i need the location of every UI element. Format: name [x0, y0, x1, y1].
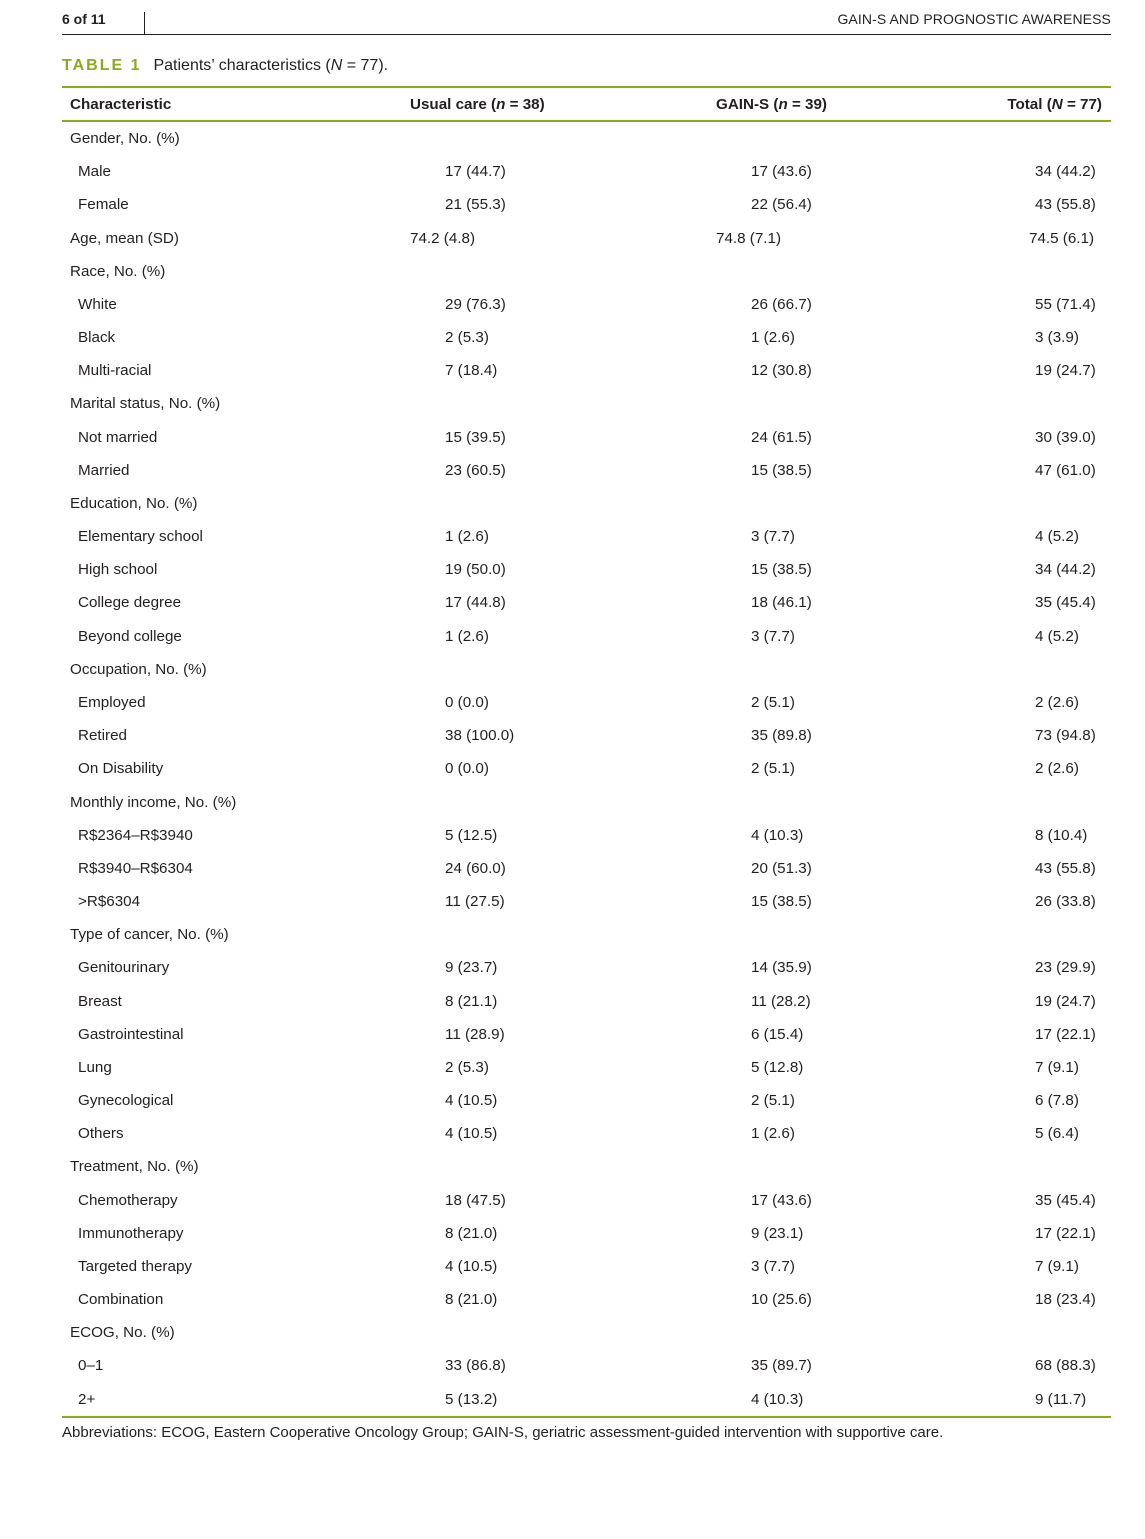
- running-title: GAIN-S AND PROGNOSTIC AWARENESS: [837, 11, 1111, 27]
- total-value: 5 (6.4): [1035, 1125, 1079, 1143]
- table-row: [62, 819, 1111, 852]
- table-row-section: [62, 785, 1111, 818]
- usual-care-value: 29 (76.3): [445, 295, 506, 313]
- usual-care-value: [325, 387, 631, 420]
- row-label: Black: [78, 329, 116, 347]
- usual-care-value: 38 (100.0): [445, 727, 515, 745]
- row-label: Combination: [78, 1291, 164, 1309]
- usual-care-value: 18 (47.5): [445, 1191, 506, 1209]
- table-row: [62, 719, 1111, 752]
- row-label: Age, mean (SD): [70, 229, 179, 247]
- row-label: Genitourinary: [78, 959, 170, 977]
- row-label: R$2364–R$3940: [78, 826, 193, 844]
- usual-care-value: 11 (28.9): [445, 1025, 505, 1043]
- table-row-section: [62, 653, 1111, 686]
- table-row: [62, 454, 1111, 487]
- total-value: [937, 1316, 1111, 1349]
- table-row: [62, 1250, 1111, 1283]
- total-value: 7 (9.1): [1035, 1058, 1079, 1076]
- row-label: Occupation, No. (%): [70, 660, 207, 678]
- usual-care-value: [325, 653, 631, 686]
- gain-s-value: [631, 1150, 937, 1183]
- total-value: 23 (29.9): [1035, 959, 1096, 977]
- row-label: 2+: [62, 1383, 325, 1417]
- table-row-section: [62, 255, 1111, 288]
- total-value: 68 (88.3): [1035, 1357, 1096, 1375]
- total-value: [937, 487, 1111, 520]
- row-label: Education, No. (%): [70, 494, 198, 512]
- usual-care-value: 0 (0.0): [445, 694, 489, 711]
- total-value: 8 (10.4): [1035, 826, 1088, 844]
- usual-care-value: [325, 487, 631, 520]
- gain-s-value: 17 (43.6): [751, 1191, 812, 1209]
- row-label: Gastrointestinal: [78, 1025, 184, 1043]
- gain-s-value: [631, 785, 937, 818]
- row-label: Immunotherapy: [78, 1224, 184, 1242]
- table-row-section: [62, 487, 1111, 520]
- total-value: 43 (55.8): [1035, 859, 1096, 877]
- gain-s-value: 18 (46.1): [751, 594, 812, 612]
- table-row: [62, 1217, 1111, 1250]
- gain-s-value: 3 (7.7): [751, 1257, 795, 1275]
- usual-care-value: 2 (5.3): [445, 1058, 489, 1076]
- total-value: 26 (33.8): [1035, 893, 1096, 911]
- gain-s-value: 17 (43.6): [751, 163, 812, 181]
- gain-s-value: 2 (5.1): [751, 760, 795, 778]
- row-label: Beyond college: [78, 627, 182, 645]
- total-value: 2 (2.6): [1035, 760, 1079, 778]
- table-caption: [62, 57, 388, 75]
- gain-s-value: [631, 918, 937, 951]
- usual-care-value: [325, 1316, 631, 1349]
- table-header-row: [62, 87, 1111, 121]
- table-row: [62, 288, 1111, 321]
- caption-n: N: [330, 57, 343, 74]
- total-value: [937, 1150, 1111, 1183]
- usual-care-value: 11 (27.5): [445, 893, 505, 911]
- col-header-usual-care: Usual care (n = 38): [325, 87, 631, 121]
- gain-s-value: [631, 487, 937, 520]
- row-label: White: [78, 295, 117, 313]
- gain-s-value: 3 (7.7): [751, 627, 795, 645]
- table-row: [62, 321, 1111, 354]
- total-value: 74.5 (6.1): [1029, 229, 1095, 247]
- usual-care-value: 21 (55.3): [445, 196, 506, 214]
- table-footnote: Abbreviations: ECOG, Eastern Cooperative Oncology Group; GAIN-S, geriatric assessment-guided intervention with supportive care.: [62, 1424, 944, 1441]
- table-row: [62, 1018, 1111, 1051]
- usual-care-value: 8 (21.0): [445, 1224, 498, 1242]
- table-row: [62, 1084, 1111, 1117]
- gain-s-value: 2 (5.1): [751, 694, 795, 711]
- table-row: [62, 421, 1111, 454]
- gain-s-value: 15 (38.5): [751, 561, 812, 579]
- gain-s-value: 9 (23.1): [751, 1224, 804, 1242]
- usual-care-value: 5 (12.5): [445, 826, 498, 844]
- table-row: [62, 852, 1111, 885]
- gain-s-value: 1 (2.6): [751, 1125, 795, 1143]
- table-row: [62, 520, 1111, 553]
- total-value: 6 (7.8): [1035, 1092, 1079, 1110]
- col-header-total: Total (N = 77): [937, 87, 1111, 121]
- total-value: [937, 387, 1111, 420]
- gain-s-value: 35 (89.8): [751, 727, 812, 745]
- row-label: Treatment, No. (%): [70, 1158, 199, 1176]
- gain-s-value: 2 (5.1): [751, 1092, 795, 1110]
- total-value: 35 (45.4): [1035, 594, 1096, 612]
- gain-s-value: 10 (25.6): [751, 1291, 812, 1309]
- usual-care-value: 0 (0.0): [445, 760, 489, 778]
- usual-care-value: 7 (18.4): [445, 362, 498, 380]
- gain-s-value: 26 (66.7): [751, 295, 812, 313]
- table-row-section: [62, 387, 1111, 420]
- characteristics-table: [62, 86, 1111, 1418]
- gain-s-value: 4 (10.3): [631, 1383, 937, 1417]
- usual-care-value: 23 (60.5): [445, 461, 506, 479]
- table-row-section: [62, 1316, 1111, 1349]
- gain-s-value: 15 (38.5): [751, 893, 812, 911]
- row-label: Monthly income, No. (%): [70, 793, 237, 811]
- total-value: 7 (9.1): [1035, 1257, 1079, 1275]
- usual-care-value: 24 (60.0): [445, 859, 506, 877]
- usual-care-value: 17 (44.7): [445, 163, 506, 181]
- usual-care-value: 74.2 (4.8): [410, 229, 476, 247]
- table-row: [62, 984, 1111, 1017]
- row-label: Others: [78, 1125, 124, 1143]
- row-label: Not married: [78, 428, 158, 446]
- gain-s-value: 22 (56.4): [751, 196, 812, 214]
- total-value: 47 (61.0): [1035, 461, 1096, 479]
- table-row: [62, 354, 1111, 387]
- gain-s-value: 14 (35.9): [751, 959, 812, 977]
- gain-s-value: 6 (15.4): [751, 1025, 804, 1043]
- total-value: 18 (23.4): [1035, 1291, 1096, 1309]
- gain-s-value: 12 (30.8): [751, 362, 812, 380]
- usual-care-value: 8 (21.1): [445, 992, 498, 1010]
- total-value: [937, 785, 1111, 818]
- gain-s-value: 1 (2.6): [751, 329, 795, 347]
- total-value: 4 (5.2): [1035, 627, 1079, 645]
- usual-care-value: 4 (10.5): [445, 1257, 498, 1275]
- total-value: 34 (44.2): [1035, 163, 1096, 181]
- table-row-section: [62, 918, 1111, 951]
- total-value: 55 (71.4): [1035, 295, 1096, 313]
- page-header: [62, 0, 1111, 35]
- table-row: [62, 222, 1111, 255]
- gain-s-value: [631, 121, 937, 155]
- table-label: TABLE 1: [62, 57, 142, 74]
- table-row: [62, 620, 1111, 653]
- total-value: 30 (39.0): [1035, 428, 1096, 446]
- row-label: Multi-racial: [78, 362, 152, 380]
- usual-care-value: 4 (10.5): [445, 1092, 498, 1110]
- table-row: [62, 885, 1111, 918]
- row-label: Type of cancer, No. (%): [70, 926, 229, 944]
- row-label: Gynecological: [78, 1092, 174, 1110]
- gain-s-value: 35 (89.7): [751, 1357, 812, 1375]
- usual-care-value: 19 (50.0): [445, 561, 506, 579]
- usual-care-value: 33 (86.8): [445, 1357, 506, 1375]
- gain-s-value: [631, 255, 937, 288]
- row-label: Employed: [78, 694, 146, 711]
- total-value: [937, 918, 1111, 951]
- table-row: [62, 155, 1111, 188]
- col-header-characteristic: Characteristic: [62, 87, 325, 121]
- total-value: 4 (5.2): [1035, 528, 1079, 546]
- gain-s-value: 74.8 (7.1): [716, 229, 782, 247]
- table-row: [62, 752, 1111, 785]
- gain-s-value: 24 (61.5): [751, 428, 812, 446]
- row-label: Male: [78, 163, 111, 181]
- row-label: ECOG, No. (%): [70, 1324, 175, 1342]
- table-row: [62, 1283, 1111, 1316]
- col-header-gain-s: GAIN-S (n = 39): [631, 87, 937, 121]
- row-label: R$3940–R$6304: [78, 859, 193, 877]
- usual-care-value: 15 (39.5): [445, 428, 506, 446]
- usual-care-value: [325, 918, 631, 951]
- usual-care-value: [325, 785, 631, 818]
- gain-s-value: 5 (12.8): [751, 1058, 804, 1076]
- table-row: [62, 1383, 1111, 1417]
- gain-s-value: 11 (28.2): [751, 992, 811, 1010]
- gain-s-value: 20 (51.3): [751, 859, 812, 877]
- usual-care-value: 4 (10.5): [445, 1125, 498, 1143]
- total-value: 19 (24.7): [1035, 362, 1096, 380]
- usual-care-value: [325, 255, 631, 288]
- row-label: Marital status, No. (%): [70, 395, 221, 413]
- table-row: [62, 1051, 1111, 1084]
- row-label: Targeted therapy: [78, 1257, 192, 1275]
- row-label: 0–1: [78, 1357, 104, 1375]
- table-row: [62, 553, 1111, 586]
- row-label: Race, No. (%): [70, 262, 166, 280]
- header-divider: [144, 12, 145, 34]
- gain-s-value: [631, 653, 937, 686]
- total-value: 19 (24.7): [1035, 992, 1096, 1010]
- table-row: [62, 1184, 1111, 1217]
- total-value: 9 (11.7): [937, 1383, 1111, 1417]
- row-label: On Disability: [78, 760, 164, 778]
- usual-care-value: 5 (13.2): [325, 1383, 631, 1417]
- usual-care-value: [325, 1150, 631, 1183]
- gain-s-value: 4 (10.3): [751, 826, 804, 844]
- gain-s-value: 3 (7.7): [751, 528, 795, 546]
- table-row-section: [62, 121, 1111, 155]
- usual-care-value: 1 (2.6): [445, 528, 489, 546]
- table-row: [62, 1117, 1111, 1150]
- gain-s-value: [631, 1316, 937, 1349]
- row-label: Chemotherapy: [78, 1191, 178, 1209]
- table-row: [62, 951, 1111, 984]
- row-label: College degree: [78, 594, 182, 612]
- gain-s-value: 15 (38.5): [751, 461, 812, 479]
- total-value: 2 (2.6): [1035, 694, 1079, 711]
- total-value: [937, 255, 1111, 288]
- table-row: [62, 1349, 1111, 1382]
- table-row: [62, 586, 1111, 619]
- row-label: High school: [78, 561, 158, 579]
- row-label: Female: [78, 196, 129, 214]
- row-label: Gender, No. (%): [70, 130, 180, 148]
- usual-care-value: 9 (23.7): [445, 959, 498, 977]
- total-value: [937, 121, 1111, 155]
- row-label: >R$6304: [78, 893, 141, 911]
- row-label: Married: [78, 461, 130, 479]
- usual-care-value: 1 (2.6): [445, 627, 489, 645]
- caption-text-post: = 77).: [342, 57, 389, 74]
- row-label: Elementary school: [78, 528, 203, 546]
- row-label: Lung: [78, 1058, 112, 1076]
- total-value: 34 (44.2): [1035, 561, 1096, 579]
- row-label: Breast: [78, 992, 122, 1010]
- table-row: [62, 188, 1111, 221]
- total-value: [937, 653, 1111, 686]
- gain-s-value: [631, 387, 937, 420]
- row-label: Retired: [78, 727, 127, 745]
- table-row: [62, 686, 1111, 719]
- characteristics-table-container: [62, 86, 1111, 1418]
- total-value: 17 (22.1): [1035, 1025, 1096, 1043]
- total-value: 3 (3.9): [1035, 329, 1079, 347]
- usual-care-value: 2 (5.3): [445, 329, 489, 347]
- total-value: 43 (55.8): [1035, 196, 1096, 214]
- total-value: 73 (94.8): [1035, 727, 1096, 745]
- total-value: 17 (22.1): [1035, 1224, 1096, 1242]
- table-row-section: [62, 1150, 1111, 1183]
- page-number: 6 of 11: [62, 11, 106, 27]
- usual-care-value: 17 (44.8): [445, 594, 506, 612]
- total-value: 35 (45.4): [1035, 1191, 1096, 1209]
- usual-care-value: [325, 121, 631, 155]
- usual-care-value: 8 (21.0): [445, 1291, 498, 1309]
- caption-text-pre: Patients’ characteristics (: [153, 57, 331, 74]
